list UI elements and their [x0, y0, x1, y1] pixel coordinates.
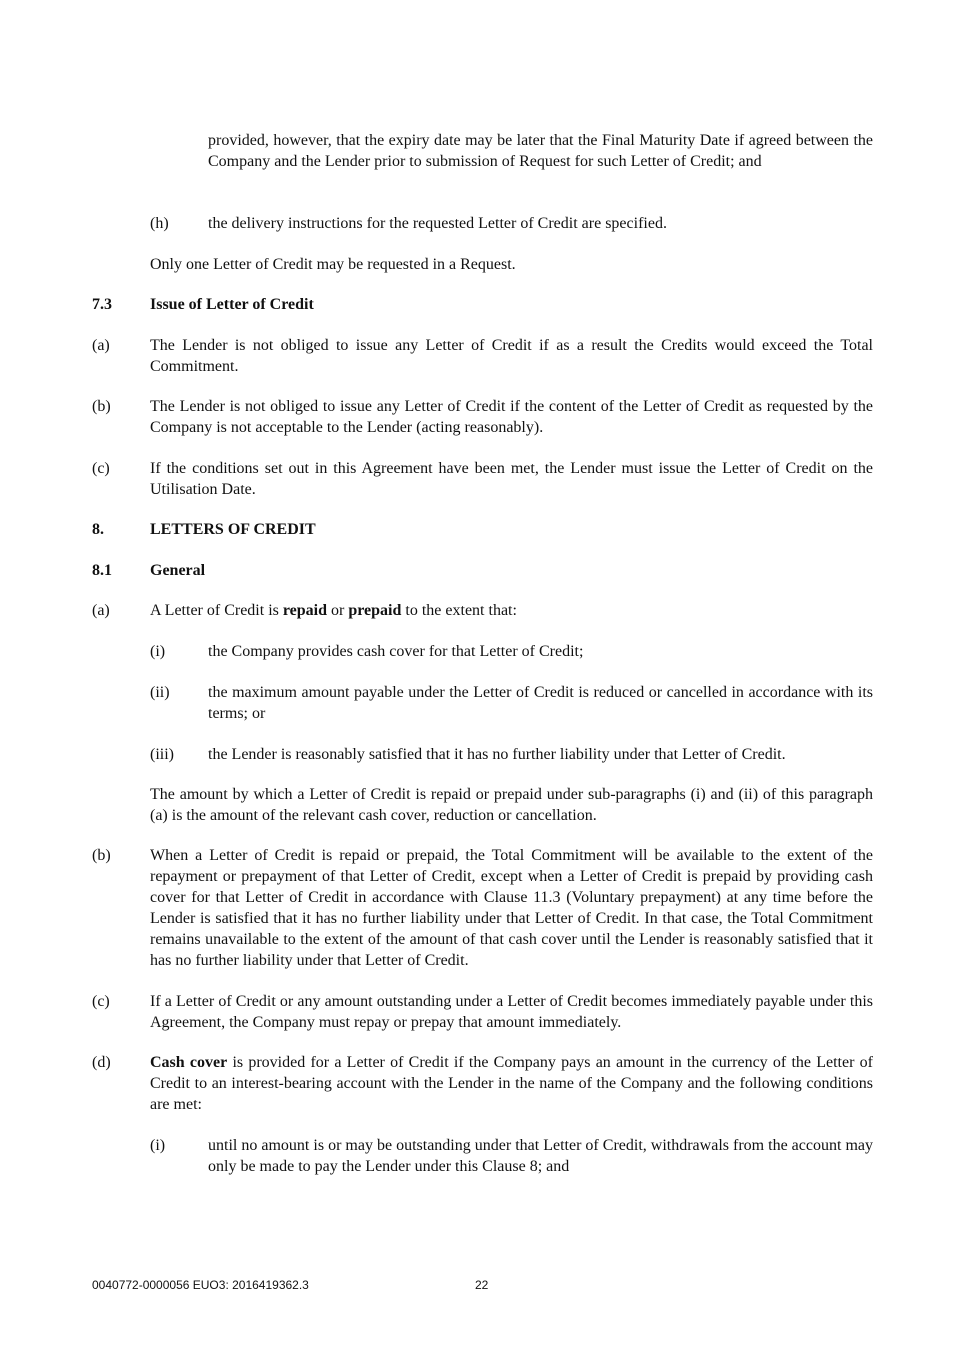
- heading-title: Issue of Letter of Credit: [150, 296, 314, 313]
- defined-term: prepaid: [348, 602, 402, 619]
- clause-text: the Lender is reasonably satisfied that it has no further liability under that Letter of Credit.: [208, 746, 786, 763]
- text-run: A Letter of Credit is: [150, 602, 283, 619]
- defined-term: Cash cover: [150, 1054, 228, 1071]
- clause-number: (a): [92, 602, 110, 619]
- clause-number: (c): [92, 460, 110, 477]
- paragraph-text: The amount by which a Letter of Credit is repaid or prepaid under sub-paragraphs (i) and (ii) of this paragraph (a) is the amount of the relevant cash cover, reduction or cancellation.: [150, 786, 873, 824]
- clause-text: The Lender is not obliged to issue any Letter of Credit if as a result the Credits would exceed the Total Commitment.: [150, 337, 873, 375]
- defined-term: repaid: [282, 602, 328, 619]
- text-run: or: [327, 602, 349, 619]
- clause-number: (d): [92, 1054, 111, 1071]
- heading-title: General: [150, 562, 206, 579]
- footer-doc-ref: 0040772-0000056 EUO3: 2016419362.3: [92, 1278, 309, 1292]
- paragraph-text: provided, however, that the expiry date may be later that the Final Maturity Date if agreed between the Company and the Lender prior to submission of Request for such Letter of Credit; and: [208, 132, 873, 170]
- clause-number: (a): [92, 337, 110, 354]
- text-run: to the extent that:: [401, 602, 517, 619]
- clause-text: When a Letter of Credit is repaid or prepaid, the Total Commitment will be available to the extent of the repayment or prepayment of that Letter of Credit, except when a Letter of Credit is prepaid by providing cash cover for that Letter of Credit in accordance with Clause 11.3 (Voluntary prepayment) at any time before the Lender is satisfied that it has no further liability under that Letter of Credit. In that case, the Total Commitment remains unavailable to the extent of the amount of that cash cover until the Lender is reasonably satisfied that it has no further liability under that Letter of Credit.: [150, 847, 873, 969]
- page-number: 22: [475, 1278, 489, 1292]
- clause-text: If a Letter of Credit or any amount outstanding under a Letter of Credit becomes immediately payable under this Agreement, the Company must repay or prepay that amount immediately.: [150, 993, 873, 1031]
- clause-number: (ii): [150, 684, 170, 701]
- clause-text: the Company provides cash cover for that Letter of Credit;: [208, 643, 584, 660]
- clause-number: (i): [150, 1137, 166, 1154]
- clause-text: [150, 1052, 873, 1115]
- clause-number: (i): [150, 643, 166, 660]
- clause-text: [150, 600, 873, 621]
- clause-number: (b): [92, 398, 111, 415]
- heading-number: 8.1: [92, 562, 112, 579]
- clause-number: (iii): [150, 746, 174, 763]
- clause-text: the maximum amount payable under the Letter of Credit is reduced or cancelled in accordance with its terms; or: [208, 684, 873, 722]
- heading-number: 8.: [92, 521, 104, 538]
- paragraph-text: Only one Letter of Credit may be requested in a Request.: [150, 256, 516, 273]
- clause-text: until no amount is or may be outstanding under that Letter of Credit, withdrawals from the account may only be made to pay the Lender under this Clause 8; and: [208, 1137, 873, 1175]
- clause-number: (b): [92, 847, 111, 864]
- text-run: is provided for a Letter of Credit if the Company pays an amount in the currency of the Letter of Credit to an interest-bearing account with the Lender in the name of the Company and the following conditions are met:: [150, 1054, 873, 1113]
- clause-number: (h): [150, 215, 169, 232]
- clause-text: If the conditions set out in this Agreement have been met, the Lender must issue the Letter of Credit on the Utilisation Date.: [150, 460, 873, 498]
- heading-number: 7.3: [92, 296, 112, 313]
- clause-text: The Lender is not obliged to issue any Letter of Credit if the content of the Letter of Credit as requested by the Company is not acceptable to the Lender (acting reasonably).: [150, 398, 873, 436]
- heading-title: LETTERS OF CREDIT: [150, 521, 316, 538]
- clause-number: (c): [92, 993, 110, 1010]
- clause-text: the delivery instructions for the requested Letter of Credit are specified.: [208, 215, 667, 232]
